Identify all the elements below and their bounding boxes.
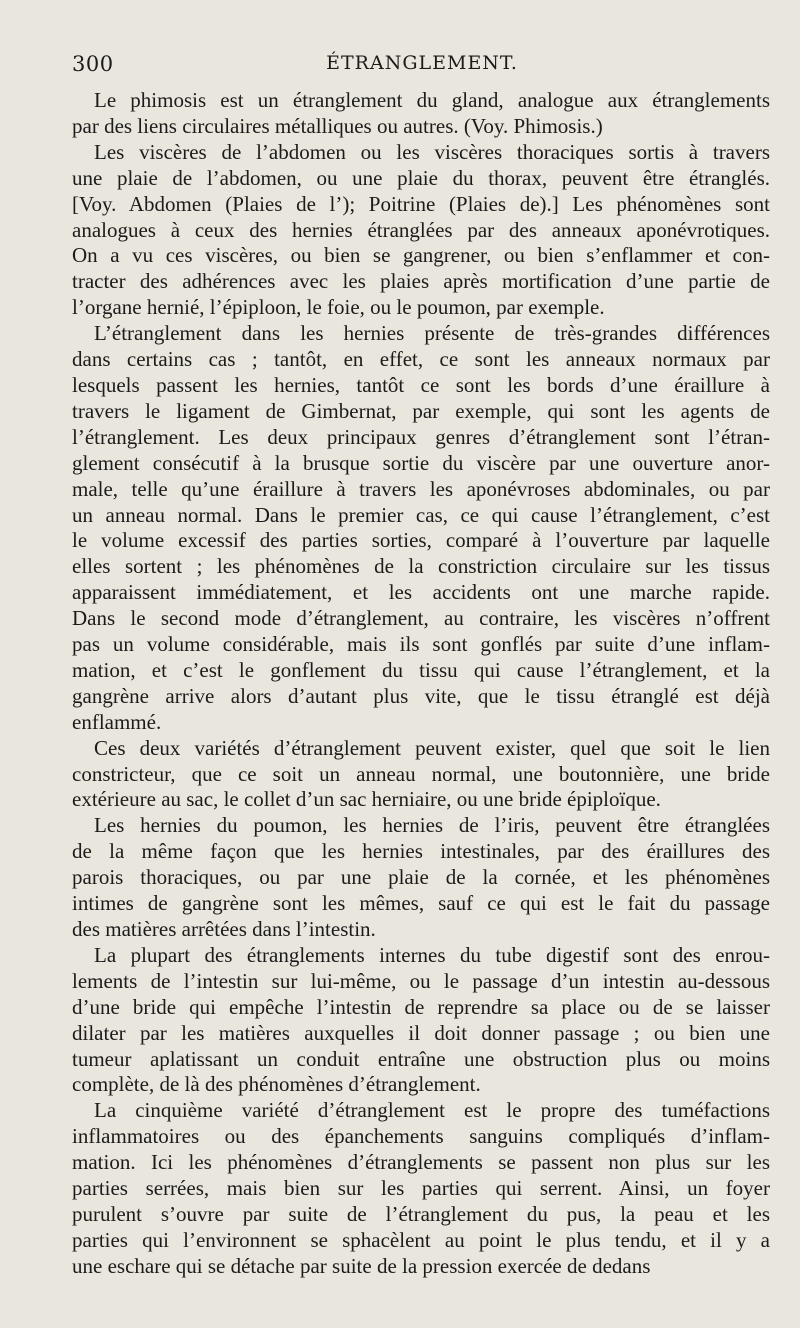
text-line: l’étranglement. Les deux principaux genres d’étranglement sont l’étran- (72, 424, 770, 449)
text-line: [Voy. Abdomen (Plaies de l’); Poitrine (Plaies de).] Les phénomènes sont (72, 191, 770, 216)
text-line: une plaie de l’abdomen, ou une plaie du thorax, peuvent être étranglés. (72, 165, 770, 190)
text-line: Dans le second mode d’étranglement, au contraire, les viscères n’offrent (72, 606, 770, 631)
text-line: On a vu ces viscères, ou bien se gangrener, ou bien s’enflammer et con- (72, 243, 770, 268)
text-line: Ces deux variétés d’étranglement peuvent exister, quel que soit le lien (94, 735, 770, 760)
text-line: Les viscères de l’abdomen ou les viscères thoraciques sortis à travers (94, 139, 770, 164)
text-line: de la même façon que les hernies intestinales, par des éraillures des (72, 839, 770, 864)
text-line: lements de l’intestin sur lui-même, ou le passage d’un intestin au-dessous (72, 968, 770, 993)
text-line: La plupart des étranglements internes du tube digestif sont des enrou- (94, 942, 770, 967)
paragraph (72, 736, 770, 814)
paragraph (72, 813, 770, 943)
text-line: purulent s’ouvre par suite de l’étranglement du pus, la peau et les (72, 1201, 770, 1226)
page-number: 300 (72, 52, 114, 76)
page-header (72, 52, 772, 82)
paragraph (72, 943, 770, 1098)
text-line: La cinquième variété d’étranglement est le propre des tuméfactions (94, 1098, 770, 1123)
text-line: intimes de gangrène sont les mêmes, sauf ce qui est le fait du passage (72, 891, 770, 916)
running-title: ÉTRANGLEMENT. (326, 52, 518, 74)
text-line: extérieure au sac, le collet d’un sac herniaire, ou une bride épiploïque. (72, 787, 661, 812)
text-line: parties qui l’environnent se sphacèlent au point le plus tendu, et il y a (72, 1227, 770, 1252)
text-line: L’étranglement dans les hernies présente de très-grandes différences (94, 321, 770, 346)
text-line: le volume excessif des parties sorties, comparé à l’ouverture par laquelle (72, 528, 770, 553)
text-line: un anneau normal. Dans le premier cas, ce qui cause l’étranglement, c’est (72, 502, 770, 527)
text-line: dans certains cas ; tantôt, en effet, ce sont les anneaux normaux par (72, 347, 770, 372)
text-line: enflammé. (72, 709, 162, 734)
paragraph (72, 321, 770, 736)
text-line: mation. Ici les phénomènes d’étranglements se passent non plus sur les (72, 1150, 770, 1175)
text-line: lesquels passent les hernies, tantôt ce sont les bords d’une éraillure à (72, 372, 770, 397)
text-line: elles sortent ; les phénomènes de la constriction circulaire sur les tissus (72, 554, 770, 579)
text-line: male, telle qu’une éraillure à travers les aponévroses abdominales, ou par (72, 476, 770, 501)
text-line: apparaissent immédiatement, et les accidents ont une marche rapide. (72, 580, 770, 605)
text-line: par des liens circulaires métalliques ou autres. (Voy. Phimosis.) (72, 113, 603, 138)
text-line: glement consécutif à la brusque sortie du viscère par une ouverture anor- (72, 450, 770, 475)
text-line: tumeur aplatissant un conduit entraîne une obstruction plus ou moins (72, 1046, 770, 1071)
text-line: pas un volume considérable, mais ils sont gonflés par suite d’une inflam- (72, 632, 770, 657)
paragraph (72, 88, 770, 140)
text-line: Les hernies du poumon, les hernies de l’iris, peuvent être étranglées (94, 813, 770, 838)
text-line: travers le ligament de Gimbernat, par exemple, qui sont les agents de (72, 398, 770, 423)
text-line: inflammatoires ou des épanchements sanguins compliqués d’inflam- (72, 1124, 770, 1149)
text-line: analogues à ceux des hernies étranglées par des anneaux aponévrotiques. (72, 217, 770, 242)
text-line: Le phimosis est un étranglement du gland, analogue aux étranglements (94, 88, 770, 112)
text-line: des matières arrêtées dans l’intestin. (72, 917, 376, 941)
text-line: mation, et c’est le gonflement du tissu qui cause l’étranglement, et la (72, 657, 770, 682)
text-line: complète, de là des phénomènes d’étranglement. (72, 1072, 481, 1097)
text-line: parties serrées, mais bien sur les parties qui serrent. Ainsi, un foyer (72, 1176, 770, 1201)
text-line: dilater par les matières auxquelles il doit donner passage ; ou bien une (72, 1020, 770, 1045)
paragraph (72, 140, 770, 321)
text-line: gangrène arrive alors d’autant plus vite, que le tissu étranglé est déjà (72, 683, 770, 708)
text-line: l’organe hernié, l’épiploon, le foie, ou le poumon, par exemple. (72, 295, 605, 320)
text-line: d’une bride qui empêche l’intestin de reprendre sa place ou de se laisser (72, 994, 770, 1019)
text-line: constricteur, que ce soit un anneau normal, une boutonnière, une bride (72, 761, 770, 786)
text-line: parois thoraciques, ou par une plaie de la cornée, et les phénomènes (72, 865, 770, 890)
text-line: tracter des adhérences avec les plaies après mortification d’une partie de (72, 269, 770, 294)
text-line: une eschare qui se détache par suite de la pression exercée de dedans (72, 1253, 651, 1278)
body-text (72, 88, 770, 1280)
paragraph (72, 1098, 770, 1279)
